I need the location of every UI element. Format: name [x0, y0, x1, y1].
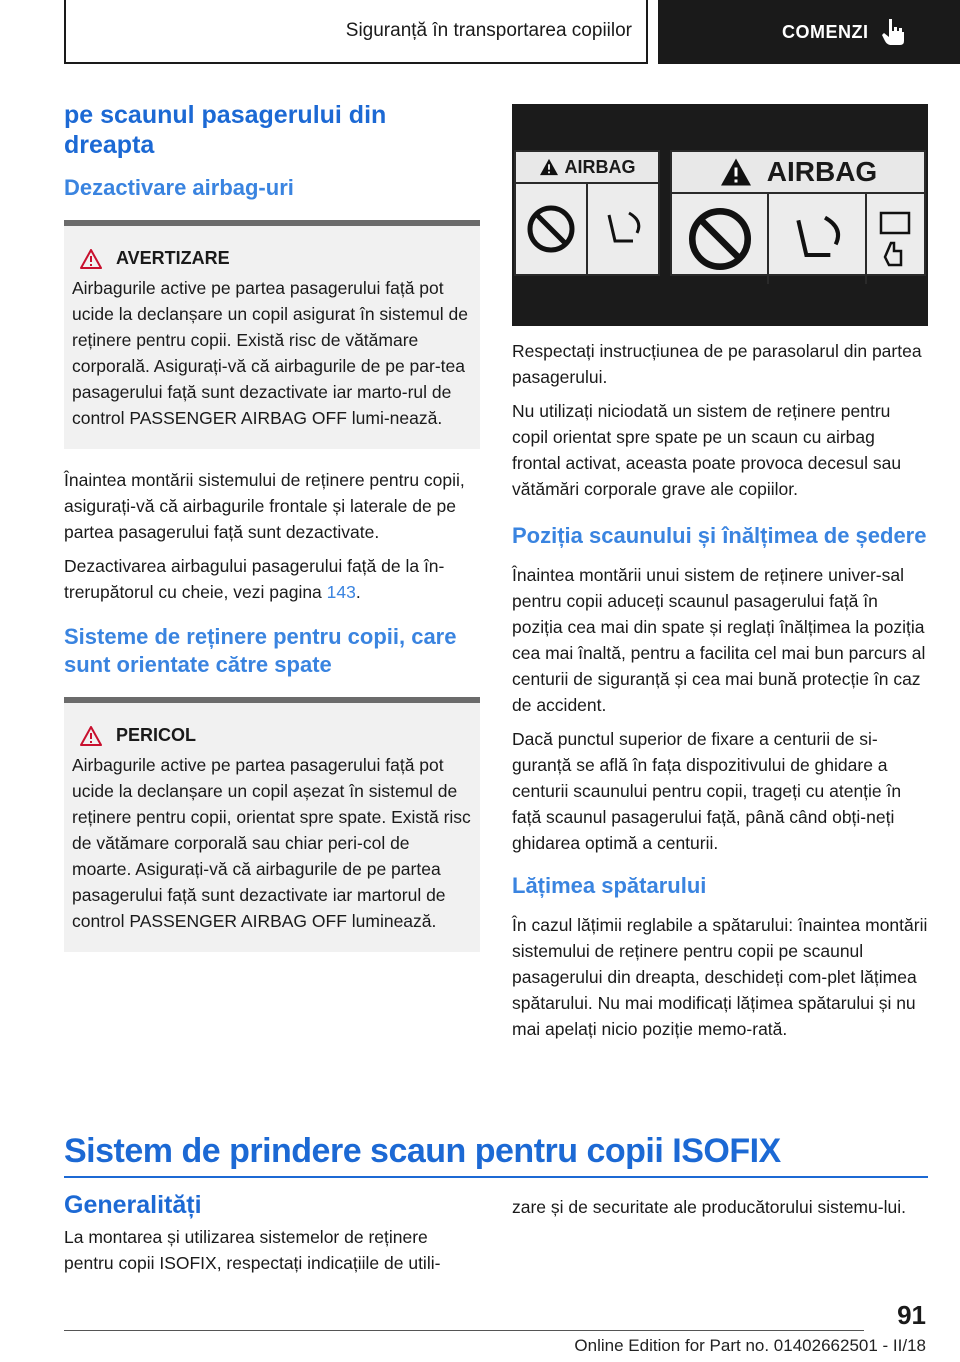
- page-link[interactable]: 143: [326, 582, 356, 602]
- no-child-seat-icon: [687, 206, 753, 272]
- paragraph-before-install: Înaintea montării sistemului de reținere pentru copii, asigurați-vă că airbagurile frontale și laterale de pe partea pasagerului față sunt dezactivate.: [64, 470, 465, 542]
- paragraph-key-switch-text: Dezactivarea airbagului pasagerului față de la în-trerupătorul cu cheie, vezi pagina: [64, 556, 445, 602]
- paragraph-general-right: zare și de securitate ale producătorului sistemu-lui.: [512, 1197, 906, 1217]
- warning-box: [64, 220, 480, 449]
- section-divider: [64, 1176, 928, 1178]
- airbag-label-small: [514, 150, 660, 276]
- footer-divider: [64, 1330, 864, 1331]
- paragraph-general-left: La montarea și utilizarea sistemelor de reținere pentru copii ISOFIX, respectați indicațiile de utili-: [64, 1227, 441, 1273]
- header-section-title: Siguranță în transportarea copiilor: [345, 20, 632, 41]
- danger-text: Airbagurile active pe partea pasagerului față pot ucide la declanșare un copil așezat în sistemul de reținere pentru copii, orientat spre spate. Există risc de vătămare corporală sau chiar peri-col de moarte. Asigurați-vă că airbagurile de pe partea pasagerului față sunt dezactivate iar martorul de control PASSENGER AIRBAG OFF luminează.: [72, 755, 471, 931]
- hand-pointer-icon: [879, 17, 907, 47]
- warning-text: Airbagurile active pe partea pasagerului față pot ucide la declanșare un copil asigurat în sistemul de reținere pentru copii. Există risc de vătămare corporală. Asigurați-vă că airbagurile de pe par-tea pasagerului față sunt dezactivate iar marto-rul de control PASSENGER AIRBAG OFF lumi-nează.: [72, 278, 468, 428]
- paragraph-backrest-width: În cazul lățimii reglabile a spătarului: înaintea montării sistemului de reținere pentru copii pe scaunul pasagerului din dreapta, deschideți com-plet lățimea spătarului. Nu mai modificați lățimea spătarului și nu mai apelați nicio poziție memo-rată.: [512, 915, 928, 1039]
- footer-edition: Online Edition for Part no. 01402662501 - II/18: [574, 1336, 926, 1355]
- header-chapter-title: COMENZI: [782, 21, 869, 42]
- seat-airbag-icon: [785, 207, 849, 271]
- warning-triangle-icon: [80, 249, 102, 269]
- airbag-label-big: [670, 150, 926, 276]
- warning-triangle-icon: [80, 726, 102, 746]
- manual-hand-icon: [877, 209, 913, 269]
- warning-triangle-icon: [539, 158, 559, 176]
- paragraph-seat-position: Înaintea montării unui sistem de reținere univer-sal pentru copii aduceți scaunul pasagerului față în poziția cea mai din spate și reglați înălțimea la poziția cea mai înaltă, pentru a facilita cel mai bun parcurs al centurii de siguranță și cea mai bună protecție în caz de accident.: [512, 565, 926, 715]
- paragraph-belt-guide: Dacă punctul superior de fixare a centurii de si-guranță se află în fața dispozitivului de ghidare a centurii scaunului pentru copii, trageți cu atenție în față scaunul pasagerului față, până când obți-neți ghidarea optimă a centurii.: [512, 729, 902, 853]
- general-right: [512, 1194, 928, 1228]
- right-column: [512, 104, 928, 1050]
- warning-title: AVERTIZARE: [116, 248, 230, 268]
- general-left: [64, 1190, 480, 1284]
- paragraph-sun-visor: Respectați instrucțiunea de pe parasolarul din partea pasagerului.: [512, 341, 922, 387]
- subheading-seat-position: Poziția scaunului și înălțimea de ședere: [512, 523, 927, 548]
- subheading-airbag-deactivation: Dezactivare airbag-uri: [64, 175, 294, 200]
- header-section: [64, 0, 648, 64]
- paragraph-key-switch: [64, 553, 480, 605]
- no-child-seat-icon: [526, 204, 576, 254]
- subheading-general: Generalități: [64, 1191, 202, 1219]
- subheading-backrest-width: Lățimea spătarului: [512, 873, 707, 898]
- airbag-label-photo: [512, 104, 928, 326]
- heading-passenger-seat: pe scaunul pasagerului din dreapta: [64, 101, 387, 159]
- page-number: 91: [897, 1300, 926, 1330]
- paragraph-key-switch-end: .: [355, 582, 361, 602]
- section-title-isofix: Sistem de prindere scaun pentru copii ISOFIX: [64, 1132, 781, 1170]
- seat-airbag-icon: [599, 205, 647, 253]
- danger-box: [64, 697, 480, 952]
- airbag-label-big-text: AIRBAG: [766, 156, 878, 187]
- header-chapter: [658, 0, 960, 64]
- warning-triangle-icon: [719, 157, 753, 187]
- paragraph-rear-facing-warning: Nu utilizați niciodată un sistem de reținere pentru copil orientat spre spate pe un scaun cu airbag frontal activat, aceasta poate provoca decesul sau vătămări corporale grave ale copiilor.: [512, 401, 902, 499]
- airbag-label-small-text: AIRBAG: [564, 156, 636, 177]
- left-column: [64, 100, 480, 970]
- danger-title: PERICOL: [116, 725, 197, 745]
- subheading-rear-facing: Sisteme de reținere pentru copii, care sunt orientate către spate: [64, 624, 457, 677]
